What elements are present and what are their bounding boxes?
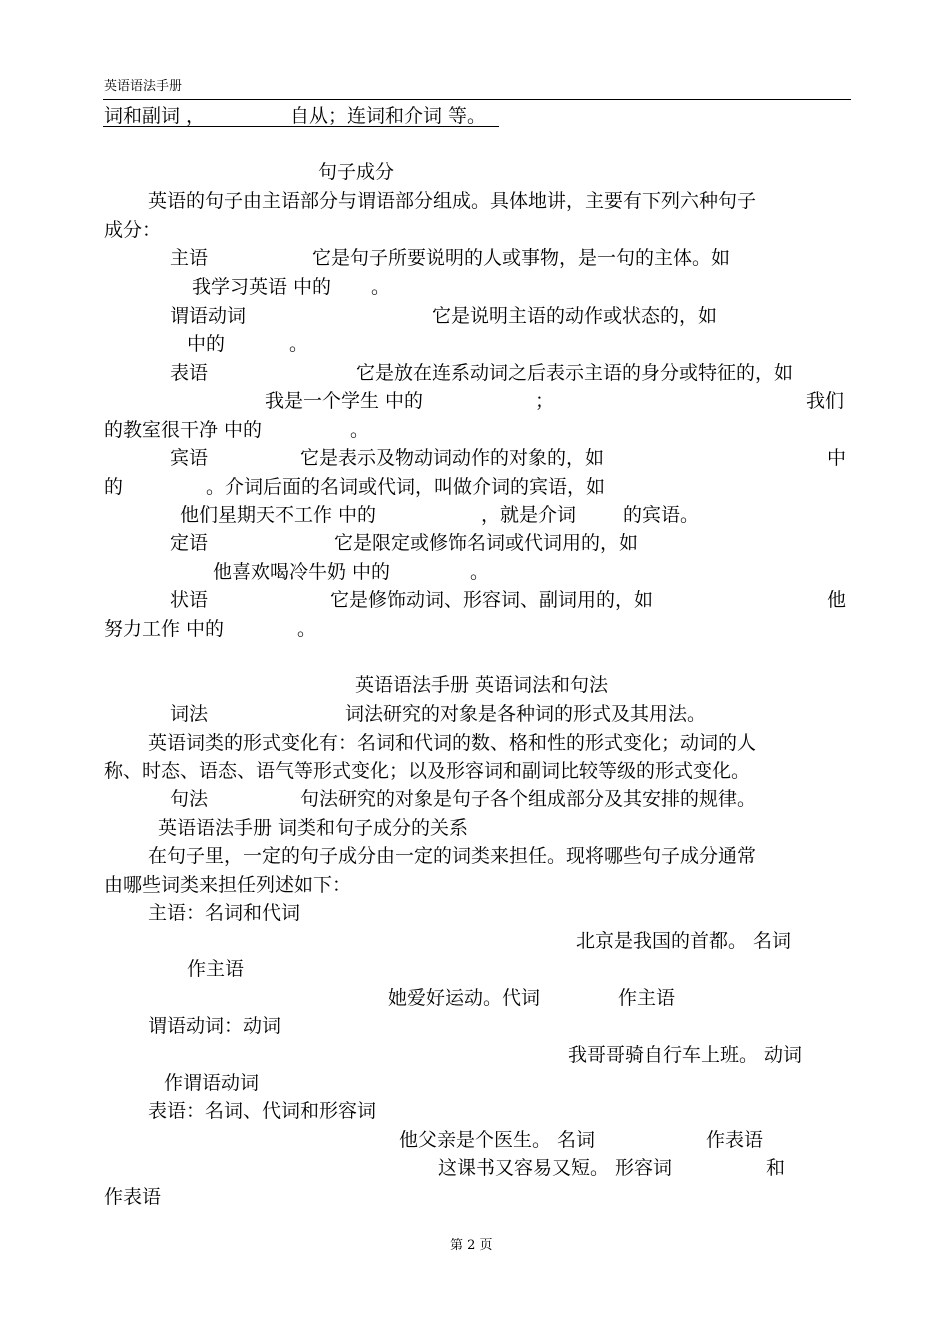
term-label: 谓语动词 [170, 305, 247, 327]
text-line: 。 [371, 276, 391, 298]
section-heading: 句子成分 [318, 161, 395, 183]
text-line: 和 [766, 1157, 786, 1179]
text-line: 中 [827, 447, 847, 469]
text-line: 。 [470, 561, 490, 583]
example-sentence: 我哥哥骑自行车上班。 动词 [568, 1044, 803, 1066]
text-line: 努力工作 中的 [104, 618, 225, 640]
text-line: 中的 [187, 333, 226, 355]
text-line: 句法研究的对象是句子各个组成部分及其安排的规律。 [300, 788, 757, 810]
text-line: 在句子里，一定的句子成分由一定的词类来担任。现将哪些句子成分通常 [148, 845, 757, 867]
example-sentence: 他父亲是个医生。 名词 [399, 1129, 596, 1151]
text-line: 表语：名词、代词和形容词 [148, 1100, 377, 1122]
text-line: 作表语 [706, 1129, 764, 1151]
text-line: 它是说明主语的动作或状态的，如 [432, 305, 718, 327]
text-line: 。 [289, 333, 309, 355]
text-line: 作表语 [104, 1186, 162, 1208]
text-line: 他喜欢喝冷牛奶 中的 [213, 561, 391, 583]
text-line: 它是修饰动词、形容词、副词用的，如 [330, 589, 654, 611]
term-label: 状语 [170, 589, 209, 611]
text-line: 他们星期天不工作 中的 [180, 504, 377, 526]
text-line: 。介词后面的名词或代词，叫做介词的宾语，如 [206, 476, 606, 498]
page-number: 第 2 页 [450, 1238, 493, 1253]
text-line: 作谓语动词 [164, 1072, 260, 1094]
text-line: 谓语动词：动词 [148, 1015, 282, 1037]
text-line: 他 [827, 589, 847, 611]
header-rule [103, 99, 851, 100]
term-label: 定语 [170, 532, 209, 554]
text-line: 它是放在连系动词之后表示主语的身分或特征的，如 [356, 362, 794, 384]
term-label: 宾语 [170, 447, 209, 469]
text-line: 英语的句子由主语部分与谓语部分组成。具体地讲，主要有下列六种句子 [148, 190, 757, 212]
term-label: 词法 [170, 703, 209, 725]
text-line: 的教室很干净 中的 [104, 419, 263, 441]
example-sentence: 这课书又容易又短。 形容词 [438, 1157, 673, 1179]
term-label: 句法 [170, 788, 209, 810]
section-heading: 英语语法手册 英语词法和句法 [355, 674, 609, 696]
text-line: 自从；连词和介词 等。 [290, 105, 487, 127]
text-line: 由哪些词类来担任列述如下： [104, 874, 352, 896]
text-line: 。 [350, 419, 370, 441]
example-sentence: 她爱好运动。代词 [388, 987, 541, 1009]
section-heading: 英语语法手册 词类和句子成分的关系 [158, 817, 469, 839]
text-line: 我们 [806, 390, 845, 412]
text-line: 我是一个学生 中的 [265, 390, 424, 412]
text-line: 作主语 [187, 958, 245, 980]
text-line: 的 [104, 476, 124, 498]
text-line: 它是表示及物动词动作的对象的，如 [300, 447, 605, 469]
text-line: 它是限定或修饰名词或代词用的，如 [334, 532, 639, 554]
text-line: 它是句子所要说明的人或事物，是一句的主体。如 [312, 247, 731, 269]
text-line: ，就是介词 [481, 504, 577, 526]
running-header: 英语语法手册 [104, 79, 183, 94]
example-sentence: 北京是我国的首都。 名词 [576, 930, 792, 952]
text-line: 作主语 [618, 987, 676, 1009]
term-label: 主语 [170, 247, 209, 269]
text-line: 主语：名词和代词 [148, 902, 301, 924]
text-line: 英语词类的形式变化有：名词和代词的数、格和性的形式变化；动词的人 [148, 732, 757, 754]
text-line: 成分： [104, 219, 162, 241]
text-line: 词法研究的对象是各种词的形式及其用法。 [345, 703, 707, 725]
text-line: ； [535, 390, 555, 412]
text-line: 我学习英语 中的 [192, 276, 332, 298]
text-line: 称、时态、语态、语气等形式变化；以及形容词和副词比较等级的形式变化。 [104, 760, 751, 782]
text-line: 的宾语。 [623, 504, 700, 526]
underline-rule [103, 126, 499, 127]
text-line: 词和副词 ， [104, 105, 206, 127]
term-label: 表语 [170, 362, 209, 384]
text-line: 。 [297, 618, 317, 640]
